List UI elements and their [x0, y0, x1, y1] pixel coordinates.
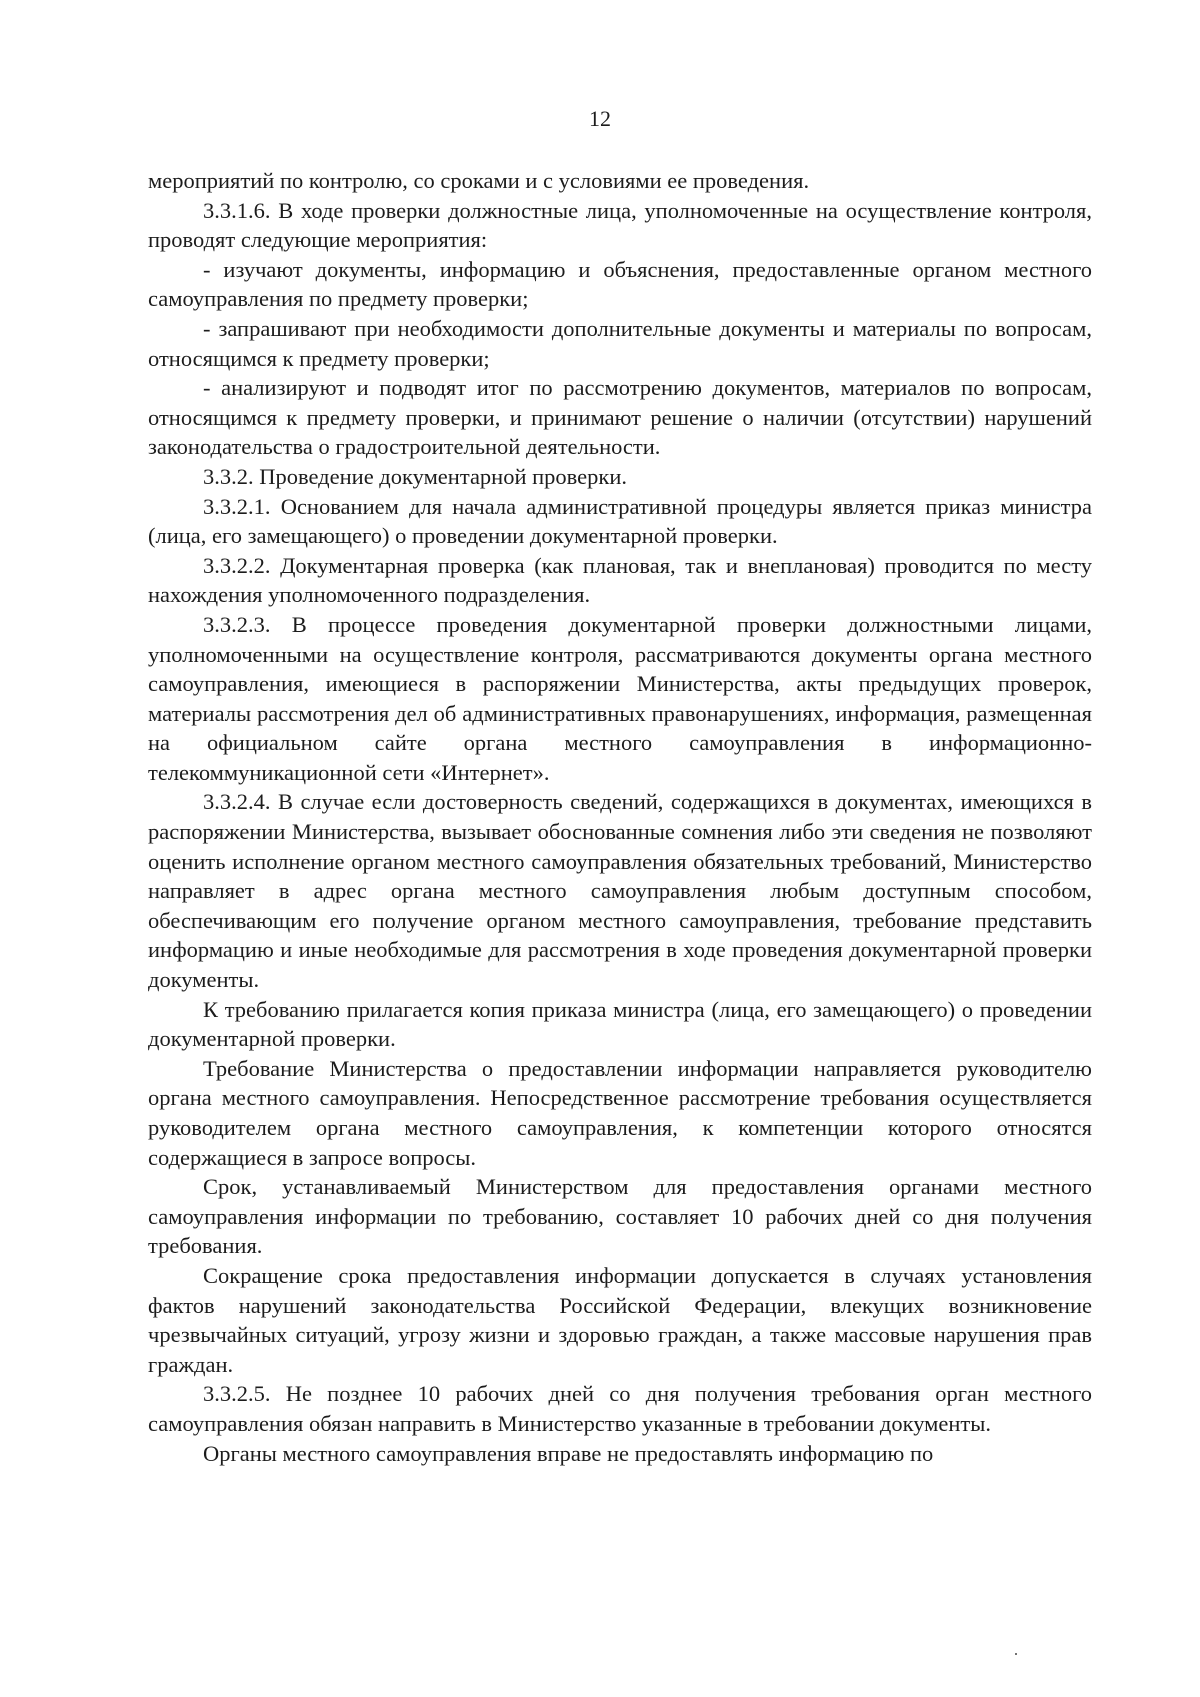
paragraph: 3.3.1.6. В ходе проверки должностные лица, уполномоченные на осуществление контроля, проводят следующие мероприятия:	[148, 197, 1092, 253]
paragraph: 3.3.2.4. В случае если достоверность сведений, содержащихся в документах, имеющихся в распоряжении Министерства, вызывает обоснованные сомнения либо эти сведения не позволяют оценить исполнение органом местного самоуправления обязательных требований, Министерство направляет в адрес органа местного самоуправления любым доступным способом, обеспечивающим его получение органом местного самоуправления, требование представить информацию и иные необходимые для рассмотрения в ходе проведения документарной проверки документы.	[148, 789, 1092, 993]
paragraph: - изучают документы, информацию и объяснения, предоставленные органом местного самоуправления по предмету проверки;	[148, 256, 1092, 312]
paragraph: Срок, устанавливаемый Министерством для предоставления органами местного самоуправления информации по требованию, составляет 10 рабочих дней со дня получения требования.	[148, 1174, 1092, 1259]
paragraph: Требование Министерства о предоставлении информации направляется руководителю органа местного самоуправления. Непосредственное рассмотрение требования осуществляется руководителем органа местного самоуправления, к компетенции которого относятся содержащиеся в запросе вопросы.	[148, 1055, 1092, 1170]
paragraph: мероприятий по контролю, со сроками и с условиями ее проведения.	[148, 168, 810, 193]
paragraph: 3.3.2.3. В процессе проведения документарной проверки должностными лицами, уполномоченными на осуществление контроля, рассматриваются документы органа местного самоуправления, имеющиеся в распоряжении Министерства, акты предыдущих проверок, материалы рассмотрения дел об административных правонарушениях, информация, размещенная на официальном сайте органа местного самоуправления в информационно-телекоммуникационной сети «Интернет».	[148, 611, 1092, 785]
paragraph: 3.3.2.2. Документарная проверка (как плановая, так и внеплановая) проводится по месту нахождения уполномоченного подразделения.	[148, 552, 1092, 608]
paragraph: 3.3.2.5. Не позднее 10 рабочих дней со дня получения требования орган местного самоуправления обязан направить в Министерство указанные в требовании документы.	[148, 1381, 1092, 1436]
paragraph: Органы местного самоуправления вправе не предоставлять информацию по	[203, 1440, 934, 1466]
paragraph: 3.3.2.1. Основанием для начала административной процедуры является приказ министра (лица, его замещающего) о проведении документарной проверки.	[148, 493, 1092, 549]
document-body	[148, 166, 1092, 1468]
paragraph: К требованию прилагается копия приказа министра (лица, его замещающего) о проведении документарной проверки.	[148, 996, 1092, 1052]
paragraph: Сокращение срока предоставления информации допускается в случаях установления фактов нарушений законодательства Российской Федерации, влекущих возникновение чрезвычайных ситуаций, угрозу жизни и здоровью граждан, а также массовые нарушения прав граждан.	[148, 1262, 1092, 1377]
paragraph: - запрашивают при необходимости дополнительные документы и материалы по вопросам, относящимся к предмету проверки;	[148, 315, 1092, 371]
paragraph: - анализируют и подводят итог по рассмотрению документов, материалов по вопросам, относящимся к предмету проверки, и принимают решение о наличии (отсутствии) нарушений законодательства о градостроительной деятельности.	[148, 375, 1092, 460]
paragraph: 3.3.2. Проведение документарной проверки.	[203, 463, 628, 489]
page-number: 12	[589, 106, 611, 131]
scan-speck	[1015, 1653, 1017, 1655]
